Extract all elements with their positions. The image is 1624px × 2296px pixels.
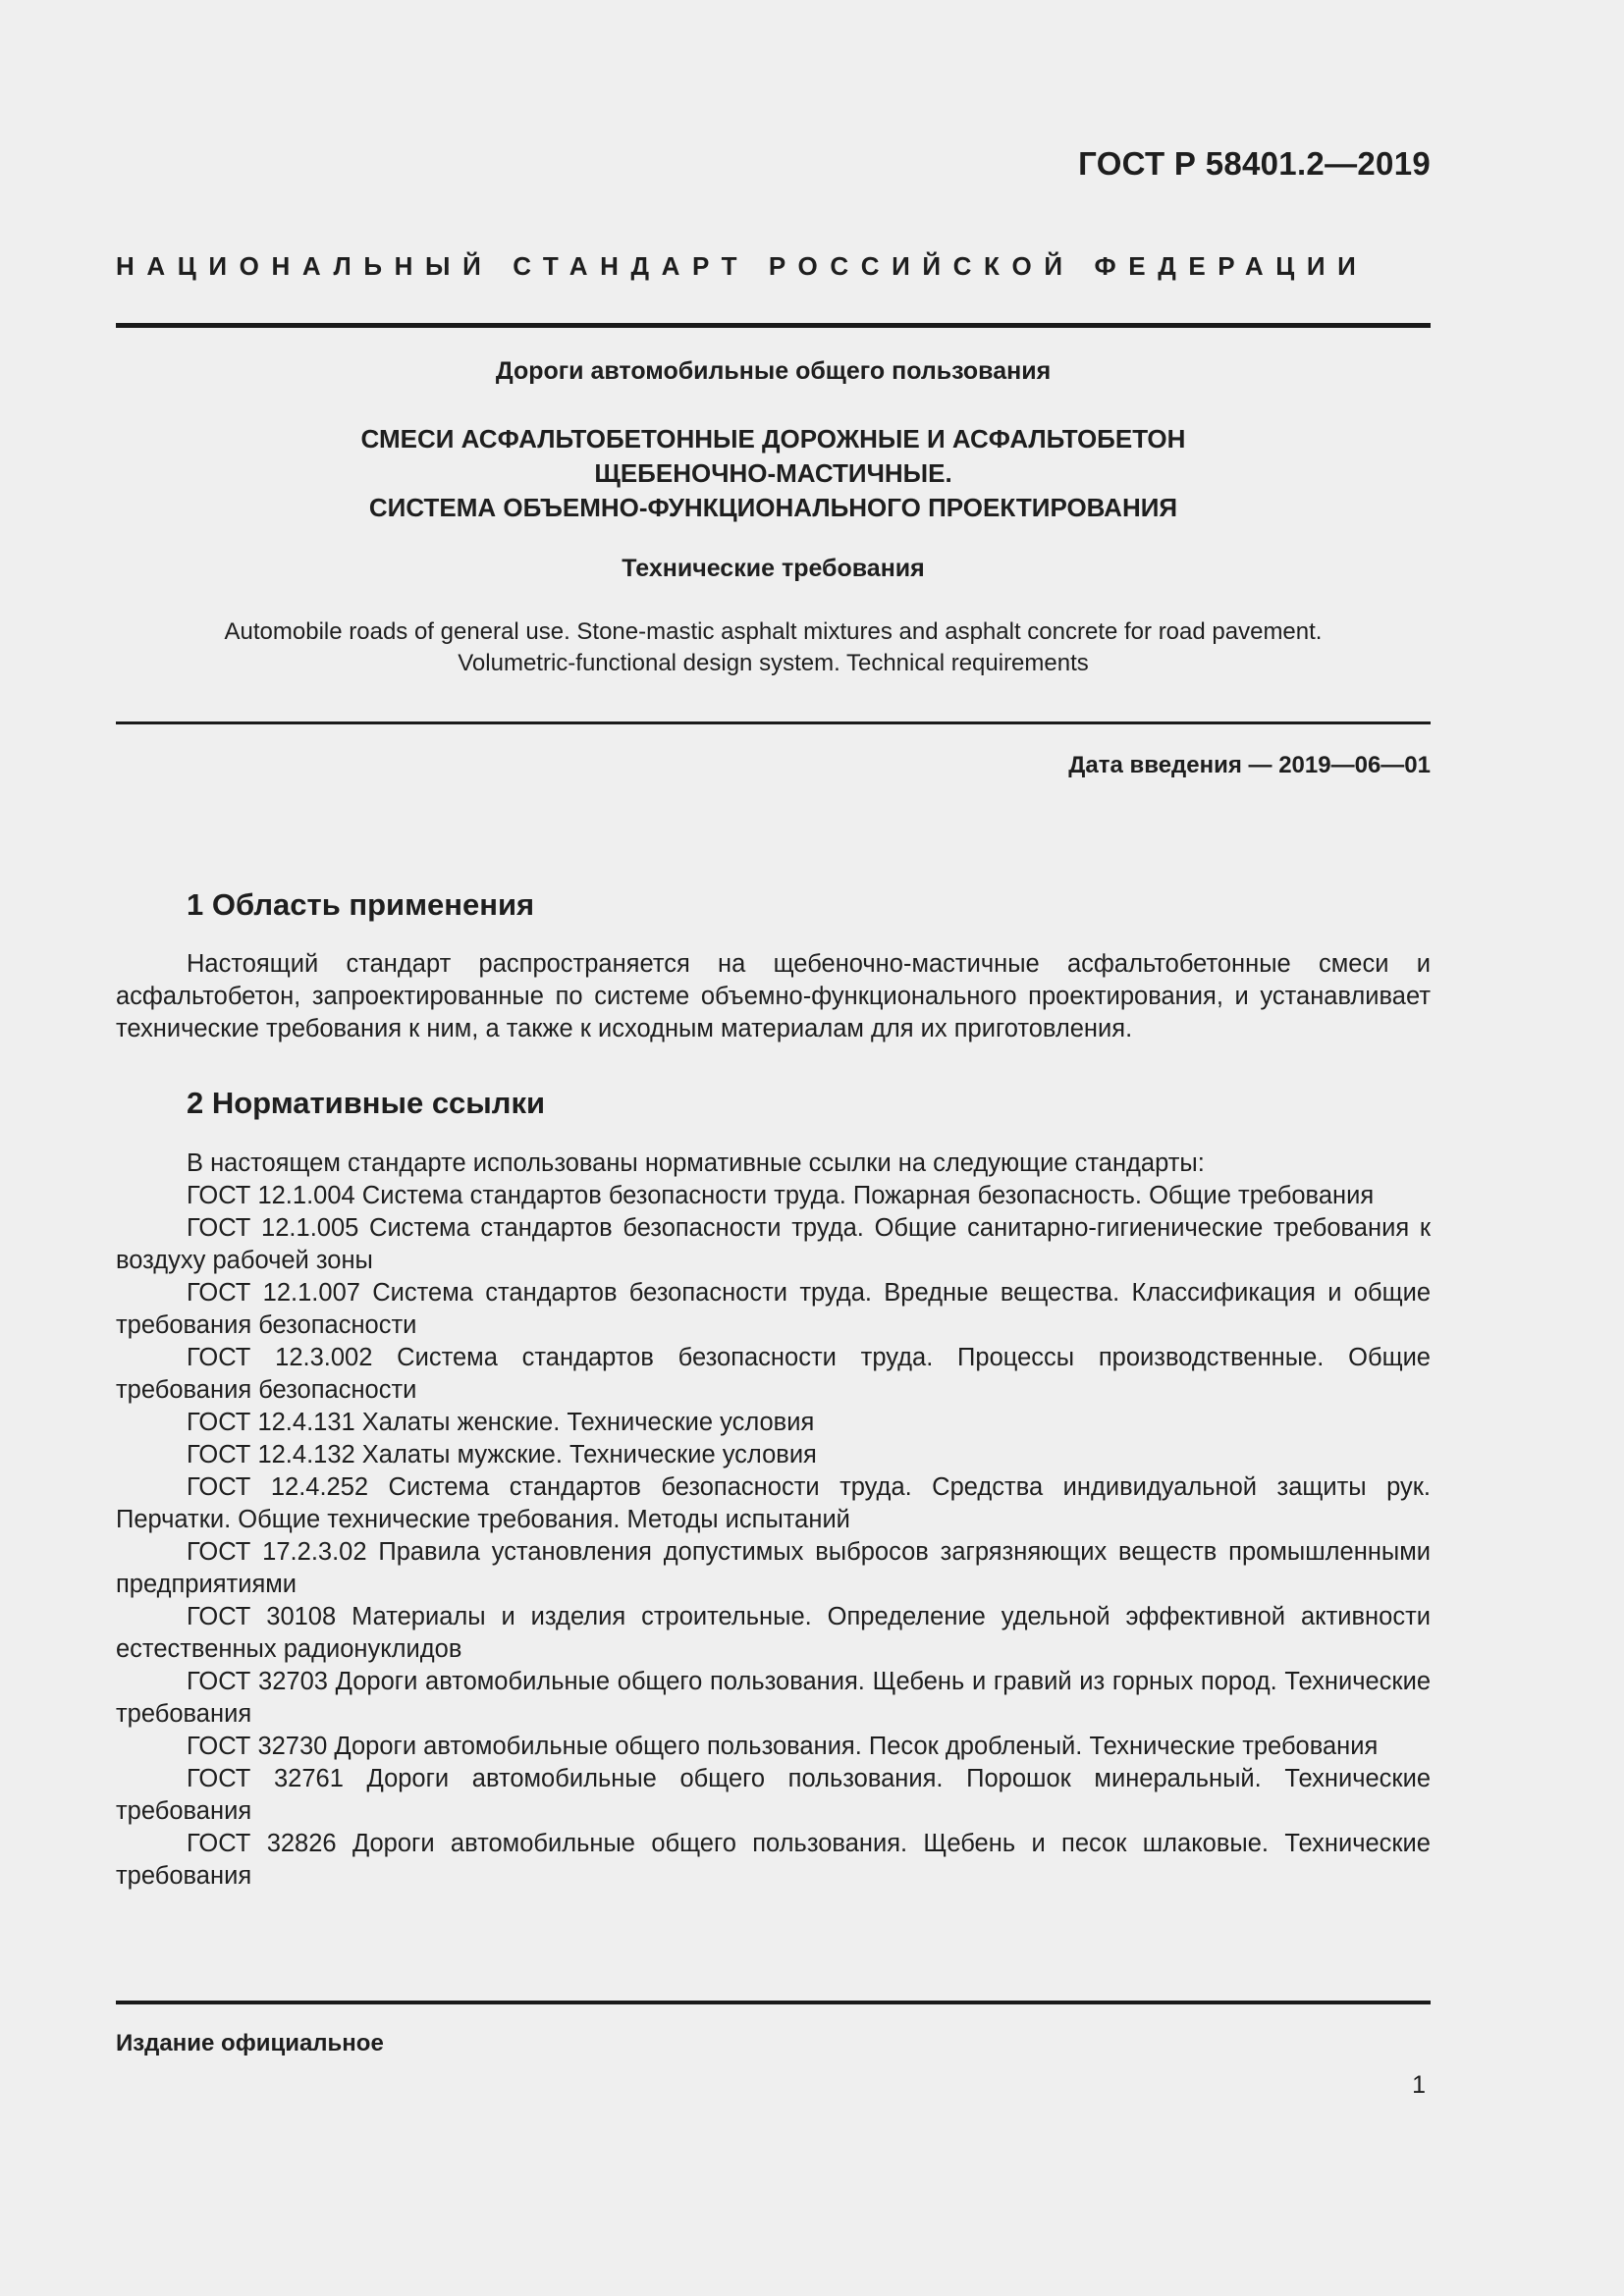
section-1-heading: 1 Область применения	[187, 887, 535, 922]
section-2-body	[116, 1148, 1431, 1893]
footer-divider	[116, 2001, 1431, 2004]
english-title-line-1: Automobile roads of general use. Stone-mastic asphalt mixtures and asphalt concrete for road pavement.	[224, 618, 1323, 645]
document-main-title	[116, 422, 1431, 525]
reference-item: ГОСТ 32761 Дороги автомобильные общего пользования. Порошок минеральный. Технические требования	[116, 1765, 1431, 1825]
reference-item: ГОСТ 12.1.007 Система стандартов безопасности труда. Вредные вещества. Классификация и общие требования безопасности	[116, 1279, 1431, 1339]
title-divider	[116, 721, 1431, 724]
reference-item: ГОСТ 32826 Дороги автомобильные общего пользования. Щебень и песок шлаковые. Технические требования	[116, 1830, 1431, 1890]
national-standard-banner: НАЦИОНАЛЬНЫЙ СТАНДАРТ РОССИЙСКОЙ ФЕДЕРАЦИИ	[116, 251, 1369, 281]
section-2-intro: В настоящем стандарте использованы нормативные ссылки на следующие стандарты:	[187, 1149, 1205, 1177]
reference-item: ГОСТ 12.4.252 Система стандартов безопасности труда. Средства индивидуальной защиты рук. Перчатки. Общие технические требования. Методы испытаний	[116, 1473, 1431, 1533]
document-code: ГОСТ Р 58401.2—2019	[1078, 145, 1431, 182]
reference-item: ГОСТ 30108 Материалы и изделия строительные. Определение удельной эффективной активности естественных радионуклидов	[116, 1603, 1431, 1663]
reference-item: ГОСТ 32703 Дороги автомобильные общего пользования. Щебень и гравий из горных пород. Технические требования	[116, 1668, 1431, 1728]
english-title	[116, 616, 1431, 679]
reference-item: ГОСТ 12.1.004 Система стандартов безопасности труда. Пожарная безопасность. Общие требования	[187, 1182, 1375, 1209]
technical-requirements-label: Технические требования	[622, 555, 925, 582]
official-edition-label: Издание официальное	[116, 2030, 384, 2056]
page-number: 1	[1412, 2071, 1426, 2099]
main-title-line-1: СМЕСИ АСФАЛЬТОБЕТОННЫЕ ДОРОЖНЫЕ И АСФАЛЬТОБЕТОН	[360, 424, 1186, 454]
reference-item: ГОСТ 32730 Дороги автомобильные общего пользования. Песок дробленый. Технические требования	[187, 1733, 1379, 1760]
reference-item: ГОСТ 12.1.005 Система стандартов безопасности труда. Общие санитарно-гигиенические требования к воздуху рабочей зоны	[116, 1214, 1431, 1274]
reference-item: ГОСТ 17.2.3.02 Правила установления допустимых выбросов загрязняющих веществ промышленными предприятиями	[116, 1538, 1431, 1598]
main-title-line-2: ЩЕБЕНОЧНО-МАСТИЧНЫЕ.	[594, 458, 952, 488]
document-subtitle: Дороги автомобильные общего пользования	[495, 357, 1052, 385]
section-1-paragraph: Настоящий стандарт распространяется на щебеночно-мастичные асфальтобетонные смеси и асфальтобетон, запроектированные по системе объемно-функционального проектирования, и устанавливает технические требования к ним, а также к исходным материалам для их приготовления.	[116, 950, 1431, 1042]
introduction-date: Дата введения — 2019—06—01	[1068, 752, 1431, 778]
section-1-body	[116, 948, 1431, 1045]
english-title-line-2: Volumetric-functional design system. Technical requirements	[458, 650, 1089, 676]
header-divider	[116, 323, 1431, 328]
section-2-heading: 2 Нормативные ссылки	[187, 1086, 546, 1120]
main-title-line-3: СИСТЕМА ОБЪЕМНО-ФУНКЦИОНАЛЬНОГО ПРОЕКТИРОВАНИЯ	[368, 493, 1178, 522]
reference-item: ГОСТ 12.3.002 Система стандартов безопасности труда. Процессы производственные. Общие требования безопасности	[116, 1344, 1431, 1404]
reference-item: ГОСТ 12.4.131 Халаты женские. Технические условия	[187, 1409, 815, 1436]
reference-item: ГОСТ 12.4.132 Халаты мужские. Технические условия	[187, 1441, 817, 1468]
